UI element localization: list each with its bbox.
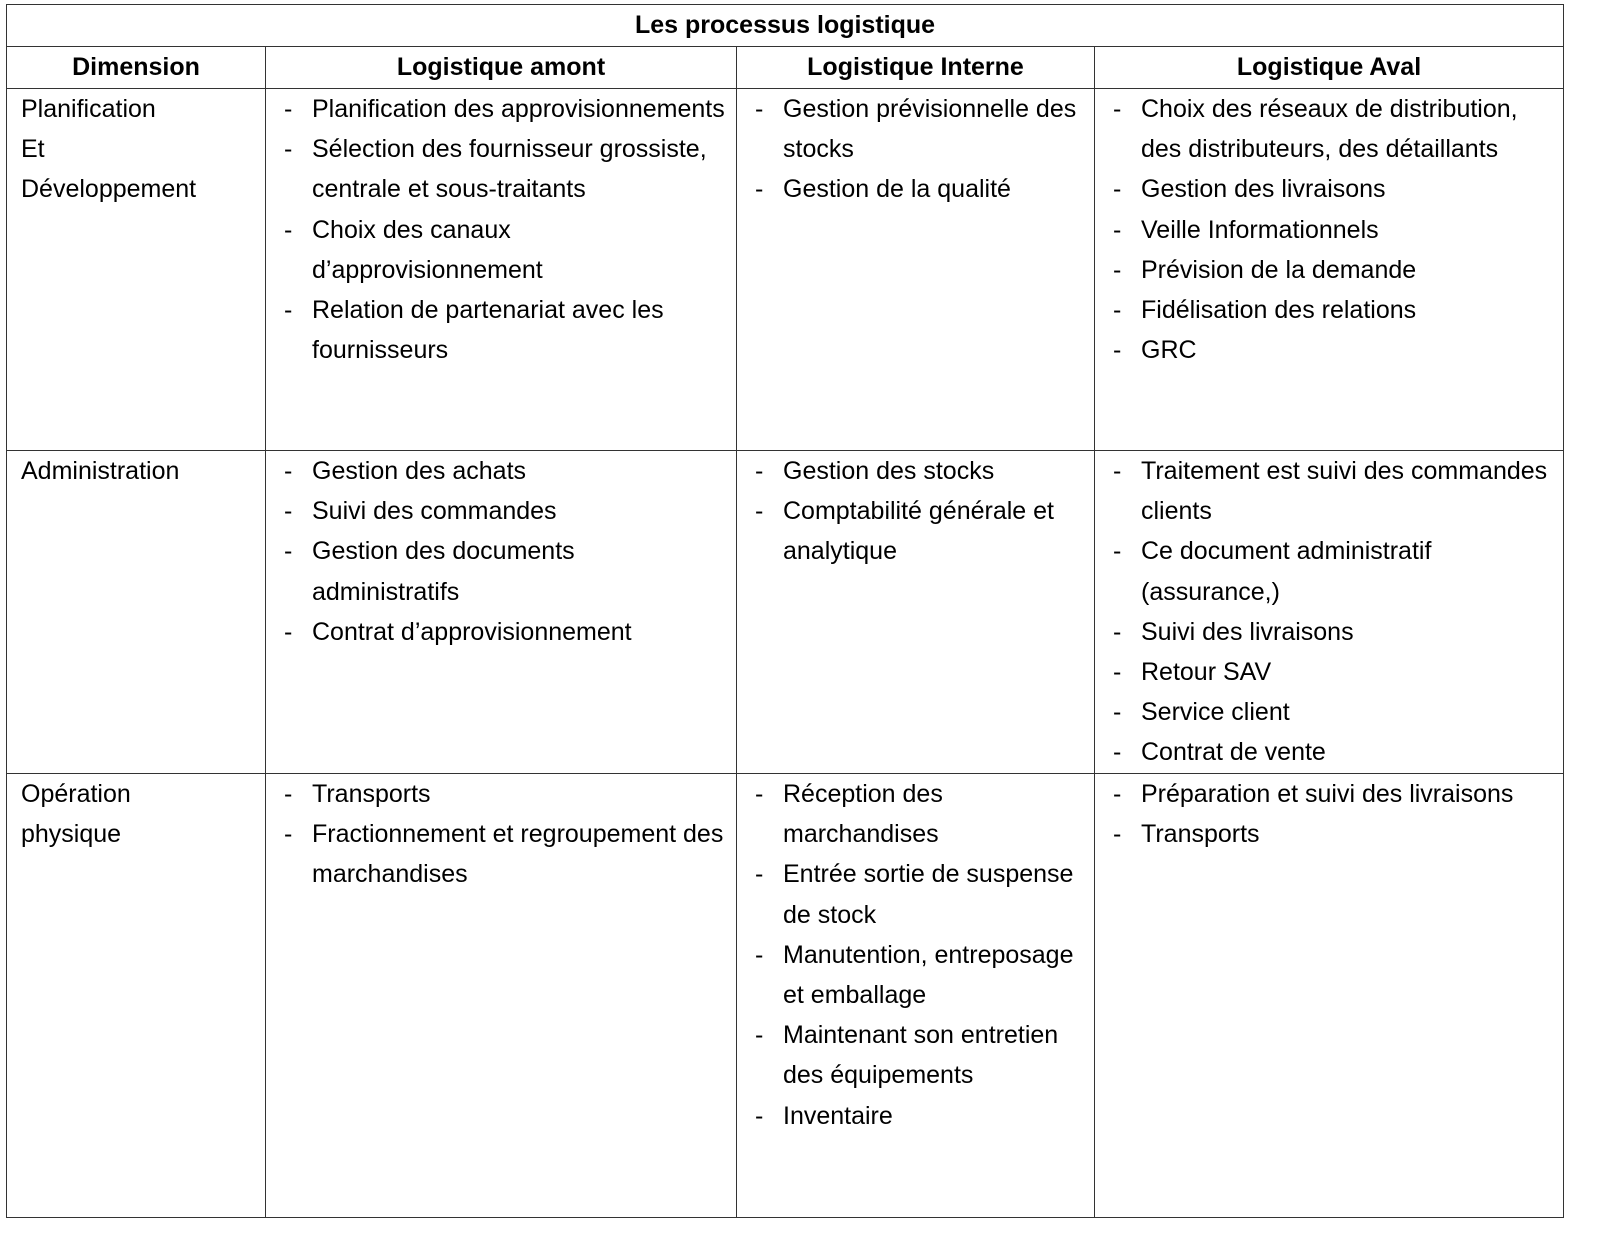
interne-list [737, 89, 1094, 210]
dimension-line: Développement [21, 175, 197, 204]
aval-cell [1095, 89, 1564, 451]
header-amont: Logistique amont [266, 47, 737, 89]
list-item: - Contrat de vente [1141, 732, 1555, 772]
list-item: - Choix des canaux d’approvisionnement [312, 210, 728, 290]
aval-cell [1095, 774, 1564, 1218]
list-item: - Transports [312, 774, 728, 814]
list-item: - Traitement est suivi des commandes clients [1141, 451, 1555, 531]
aval-list [1095, 89, 1563, 370]
list-item: - Suivi des commandes [312, 491, 728, 531]
list-item: - Préparation et suivi des livraisons [1141, 774, 1555, 814]
dimension-cell [7, 451, 266, 774]
amont-list [266, 451, 736, 652]
list-item: - Contrat d’approvisionnement [312, 612, 728, 652]
list-item: - Prévision de la demande [1141, 250, 1555, 290]
header-row [7, 47, 1564, 89]
list-item: - Transports [1141, 814, 1555, 854]
list-item: - Planification des approvisionnements [312, 89, 728, 129]
list-item: - Entrée sortie de suspense de stock [783, 854, 1086, 934]
logistics-process-table [6, 4, 1564, 1218]
list-item: - Inventaire [783, 1096, 1086, 1136]
interne-cell [737, 89, 1095, 451]
aval-list [1095, 451, 1563, 773]
list-item: - Choix des réseaux de distribution, des distributeurs, des détaillants [1141, 89, 1555, 169]
list-item: - Service client [1141, 692, 1555, 732]
list-item: - Veille Informationnels [1141, 210, 1555, 250]
aval-list [1095, 774, 1563, 854]
dimension-cell [7, 774, 266, 1218]
list-item: - Fidélisation des relations [1141, 290, 1555, 330]
interne-cell [737, 451, 1095, 774]
list-item: - Ce document administratif (assurance,) [1141, 531, 1555, 611]
dimension-line: Et [21, 135, 45, 164]
dimension-line: Administration [21, 457, 180, 485]
dimension-line: Opération [21, 780, 131, 808]
dimension-line: Planification [21, 95, 156, 123]
header-dimension: Dimension [7, 47, 266, 89]
amont-cell [266, 774, 737, 1218]
header-aval: Logistique Aval [1095, 47, 1564, 89]
list-item: - Gestion de la qualité [783, 169, 1086, 209]
list-item: - Réception des marchandises [783, 774, 1086, 854]
list-item: - Comptabilité générale et analytique [783, 491, 1086, 571]
header-interne: Logistique Interne [737, 47, 1095, 89]
interne-cell [737, 774, 1095, 1218]
aval-cell [1095, 451, 1564, 774]
list-item: - Sélection des fournisseur grossiste, centrale et sous-traitants [312, 129, 728, 209]
table-title: Les processus logistique [7, 5, 1564, 47]
dimension-line: physique [21, 820, 122, 849]
interne-list [737, 774, 1094, 1136]
amont-cell [266, 451, 737, 774]
table-row [7, 89, 1564, 451]
amont-list [266, 89, 736, 370]
table-row [7, 451, 1564, 774]
interne-list [737, 451, 1094, 572]
list-item: - Gestion des livraisons [1141, 169, 1555, 209]
table-row [7, 774, 1564, 1218]
list-item: - Gestion prévisionnelle des stocks [783, 89, 1086, 169]
amont-cell [266, 89, 737, 451]
list-item: - Fractionnement et regroupement des marchandises [312, 814, 728, 894]
list-item: - Gestion des achats [312, 451, 728, 491]
list-item: - Maintenant son entretien des équipements [783, 1015, 1086, 1095]
dimension-cell [7, 89, 266, 451]
list-item: - Suivi des livraisons [1141, 612, 1555, 652]
amont-list [266, 774, 736, 895]
list-item: - Gestion des documents administratifs [312, 531, 728, 611]
list-item: - Relation de partenariat avec les fournisseurs [312, 290, 728, 370]
list-item: - GRC [1141, 330, 1555, 370]
list-item: - Retour SAV [1141, 652, 1555, 692]
list-item: - Gestion des stocks [783, 451, 1086, 491]
list-item: - Manutention, entreposage et emballage [783, 935, 1086, 1015]
